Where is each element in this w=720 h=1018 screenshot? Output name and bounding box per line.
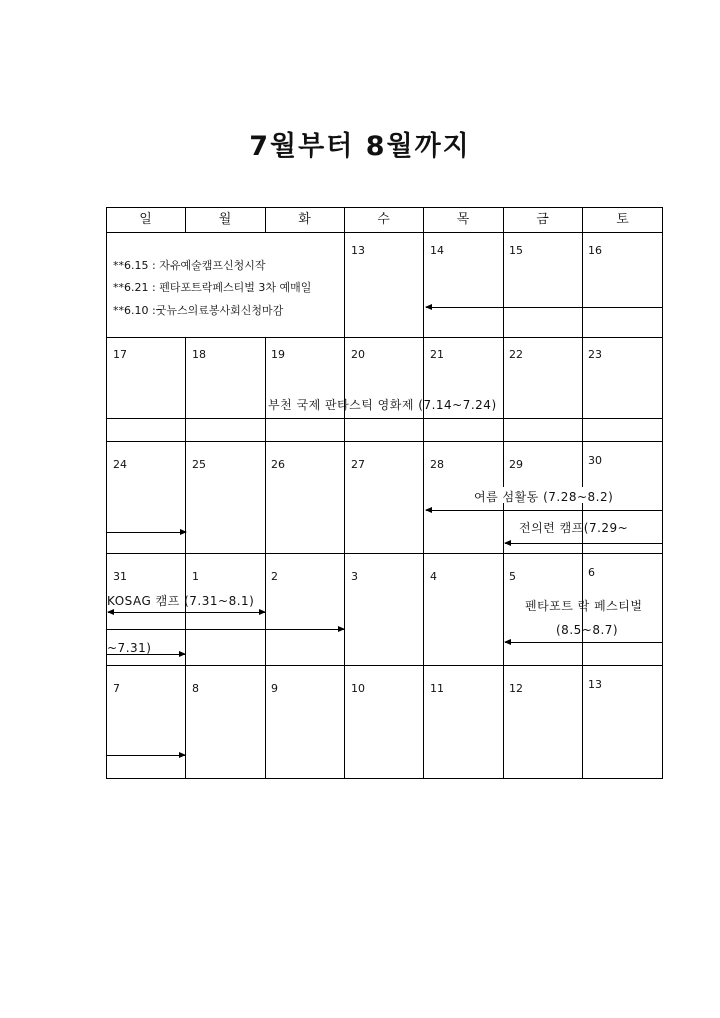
day-number: 6: [588, 566, 595, 579]
weekday-tue: 화: [298, 212, 311, 227]
day-number: 5: [509, 570, 516, 583]
day-number: 11: [430, 682, 444, 695]
event-kosag-cont-label: ~7.31): [107, 641, 152, 655]
grid-line: [503, 337, 504, 779]
grid-line: [106, 207, 107, 779]
day-number: 16: [588, 244, 602, 257]
day-number: 24: [113, 458, 127, 471]
day-number: 13: [351, 244, 365, 257]
day-number: 1: [192, 570, 199, 583]
day-number: 7: [113, 682, 120, 695]
day-number: 18: [192, 348, 206, 361]
grid-line: [106, 665, 663, 666]
grid-line: [423, 232, 424, 338]
day-number: 17: [113, 348, 127, 361]
grid-line: [185, 337, 186, 779]
day-number: 20: [351, 348, 365, 361]
event-arrow: [505, 642, 662, 643]
day-number: 2: [271, 570, 278, 583]
day-number: 14: [430, 244, 444, 257]
calendar-grid: [106, 207, 663, 779]
event-bucheon-label: 부천 국제 판타스틱 영화제 (7.14~7.24): [268, 398, 497, 412]
note-item: **6.15 : 자유예술캠프신청시작: [113, 259, 266, 272]
event-arrow: [426, 307, 662, 308]
grid-line: [106, 553, 663, 554]
event-arrow: [107, 654, 185, 655]
day-number: 13: [588, 678, 602, 691]
weekday-fri: 금: [536, 212, 549, 227]
grid-line: [582, 337, 583, 779]
weekday-sun: 일: [139, 212, 152, 227]
day-number: 15: [509, 244, 523, 257]
day-number: 30: [588, 454, 602, 467]
day-number: 19: [271, 348, 285, 361]
event-pentaport-dates: (8.5~8.7): [556, 623, 619, 637]
note-item: **6.21 : 펜타포트락페스티벌 3차 예매일: [113, 281, 312, 294]
grid-line: [106, 232, 663, 233]
event-arrow: [107, 532, 186, 533]
event-kosag-label: KOSAG 캠프 (7.31~8.1): [107, 594, 255, 608]
grid-line: [106, 778, 663, 779]
day-number: 3: [351, 570, 358, 583]
note-item: **6.10 :굿뉴스의료봉사회신청마감: [113, 304, 284, 317]
event-arrow: [505, 543, 662, 544]
day-number: 27: [351, 458, 365, 471]
day-number: 9: [271, 682, 278, 695]
day-number: 23: [588, 348, 602, 361]
event-pentaport-label: 펜타포트 락 페스티벌: [525, 599, 643, 613]
event-arrow: [108, 612, 265, 613]
event-summer-label: 여름 섬활동 (7.28~8.2): [474, 490, 614, 504]
grid-line: [106, 337, 663, 338]
grid-line: [662, 207, 663, 779]
weekday-thu: 목: [456, 212, 470, 227]
day-number: 22: [509, 348, 523, 361]
grid-line: [582, 232, 583, 338]
grid-line: [106, 418, 663, 419]
day-number: 28: [430, 458, 444, 471]
day-number: 8: [192, 682, 199, 695]
grid-line: [106, 441, 663, 442]
day-number: 10: [351, 682, 365, 695]
weekday-wed: 수: [377, 212, 390, 227]
day-number: 29: [509, 458, 523, 471]
grid-line: [265, 337, 266, 779]
event-arrow: [107, 629, 344, 630]
event-arrow: [426, 510, 662, 511]
weekday-sat: 토: [616, 212, 629, 227]
grid-line: [503, 232, 504, 338]
day-number: 21: [430, 348, 444, 361]
day-number: 25: [192, 458, 206, 471]
weekday-mon: 월: [218, 212, 232, 227]
day-number: 12: [509, 682, 523, 695]
day-number: 31: [113, 570, 127, 583]
day-number: 26: [271, 458, 285, 471]
page-title: 7월부터 8월까지: [249, 131, 471, 162]
day-number: 4: [430, 570, 437, 583]
event-jeonui-label: 전의련 캠프(7.29~: [519, 521, 629, 535]
event-arrow: [107, 755, 185, 756]
grid-line: [344, 232, 345, 338]
